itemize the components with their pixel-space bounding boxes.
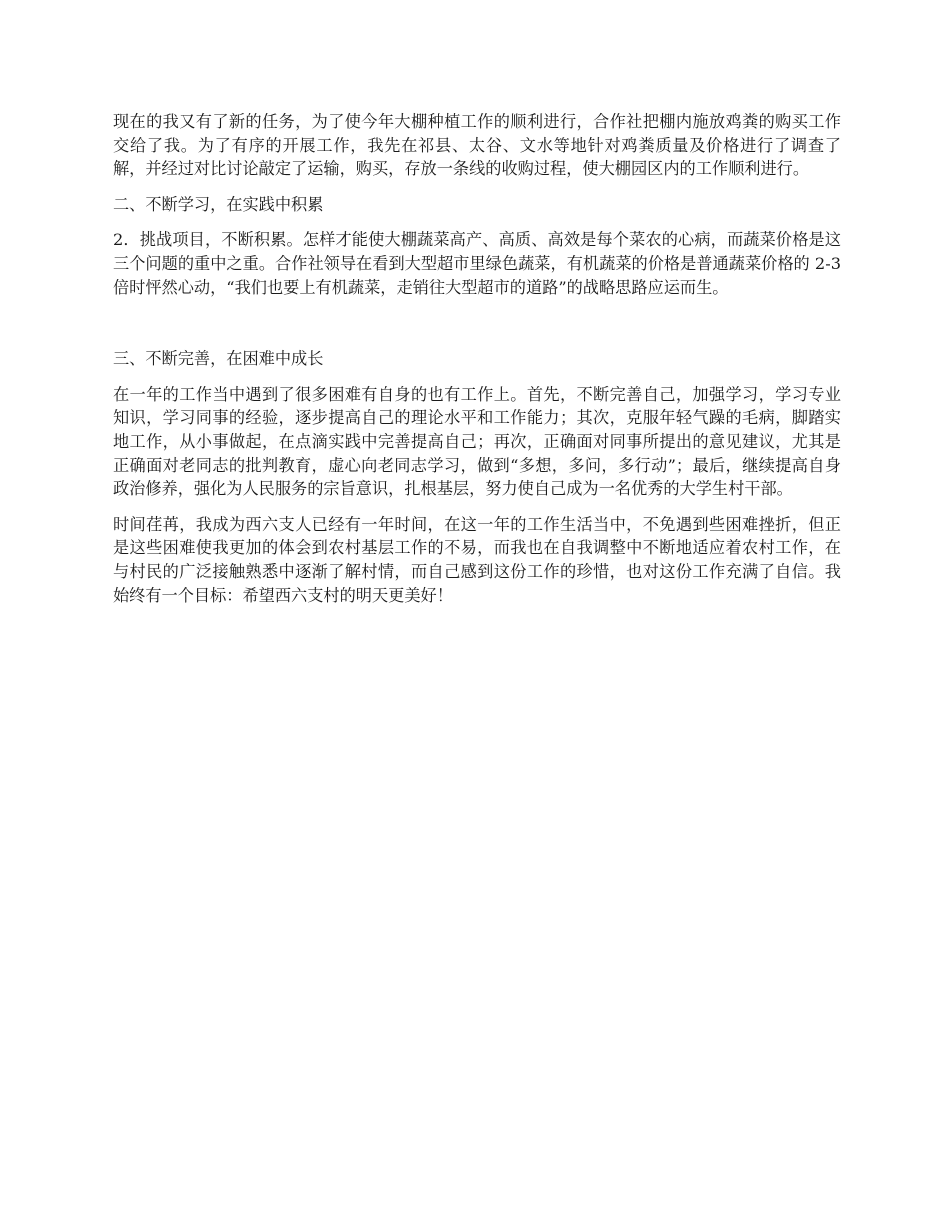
document-page [113, 110, 841, 619]
section-heading-learning: 二、不断学习，在实践中积累 [113, 194, 324, 214]
paragraph-conclusion: 时间荏苒，我成为西六支人已经有一年时间，在这一年的工作生活当中，不免遇到些困难挫折，但正是这些困难使我更加的体会到农村基层工作的不易，而我也在自我调整中不断地适应着农村工作，在与村民的广泛接触熟悉中逐渐了解村情，而自己感到这份工作的珍惜，也对这份工作充满了自信。我始终有一个目标：希望西六支村的明天更美好！ [113, 514, 841, 605]
paragraph-purchase-task: 现在的我又有了新的任务，为了使今年大棚种植工作的顺利进行，合作社把棚内施放鸡粪的购买工作交给了我。为了有序的开展工作，我先在祁县、太谷、文水等地针对鸡粪质量及价格进行了调查了解，并经过对比讨论敲定了运输，购买，存放一条线的收购过程，使大棚园区内的工作顺利进行。 [113, 112, 841, 179]
paragraph-challenge-project: 2．挑战项目，不断积累。怎样才能使大棚蔬菜高产、高质、高效是每个菜农的心病，而蔬菜价格是这三个问题的重中之重。合作社领导在看到大型超市里绿色蔬菜，有机蔬菜的价格是普通蔬菜价格的 2-3 倍时怦然心动，“我们也要上有机蔬菜，走销往大型超市的道路”的战略思路应运而生。 [113, 230, 841, 297]
blank-spacer [113, 311, 841, 347]
paragraph-difficulties: 在一年的工作当中遇到了很多困难有自身的也有工作上。首先，不断完善自己，加强学习，学习专业知识，学习同事的经验，逐步提高自己的理论水平和工作能力；其次，克服年轻气躁的毛病，脚踏实地工作，从小事做起，在点滴实践中完善提高自己；再次，正确面对同事所提出的意见建议，尤其是正确面对老同志的批判教育，虚心向老同志学习，做到“多想，多问，多行动”；最后，继续提高自身政治修养，强化为人民服务的宗旨意识，扎根基层，努力使自己成为一名优秀的大学生村干部。 [113, 384, 841, 499]
section-heading-growth: 三、不断完善，在困难中成长 [113, 349, 324, 369]
